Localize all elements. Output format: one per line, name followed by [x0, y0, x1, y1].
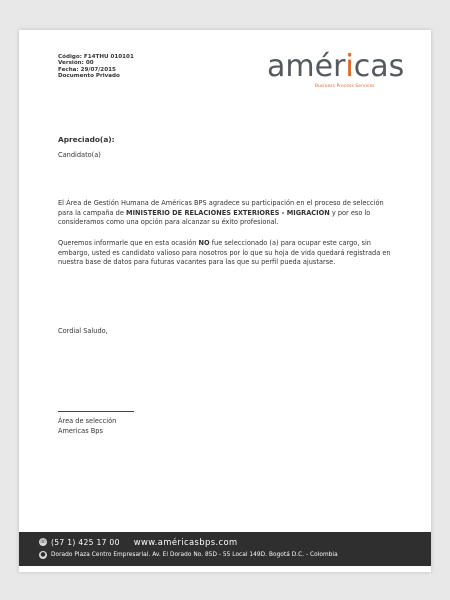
document-version: Versión: 00: [58, 60, 94, 67]
document-code: Código: F14THU 010101: [58, 54, 134, 60]
logo-wordmark: américas: [267, 49, 405, 84]
closing: Cordial Saludo,: [58, 327, 108, 335]
phone-icon: ☏: [39, 538, 47, 545]
salutation: Apreciado(a):: [58, 135, 115, 144]
footer-address: Dorado Plaza Centro Empresarial. Av. El Dorado No. 85D - 55 Local 149D. Bogotá D.C. - Colombia: [51, 552, 338, 558]
document-privacy: Documento Privado: [58, 73, 120, 80]
logo-tagline: Business Process Services: [315, 83, 375, 88]
footer-phone: (57 1) 425 17 00: [51, 537, 120, 547]
location-pin-icon: ●: [40, 551, 46, 558]
footer-website[interactable]: www.américasbps.com: [133, 537, 238, 547]
paragraph-result: Queremos informarle que en esta ocasión NO fue seleccionado (a) para ocupar este cargo, sin embargo, usted es candidato valioso para nosotros por lo que su hoja de vida quedará registrada en nuestra base de datos para futuras vacantes para las que su perfil pueda ajustarse.: [58, 239, 391, 267]
not-selected-emphasis: NO: [198, 239, 210, 247]
signature-company: Americas Bps: [58, 427, 103, 435]
recipient: Candidato(a): [58, 151, 101, 159]
paragraph-participation: El Área de Gestión Humana de Américas BPS agradece su participación en el proceso de selección para la campaña de MINISTERIO DE RELACIONES EXTERIORES - MIGRACION y por eso lo consideramos como una opción para alcanzar su éxito profesional.: [58, 199, 384, 227]
signature-line: [58, 411, 134, 412]
americas-logo: [267, 50, 417, 95]
footer-contact-row: [39, 537, 238, 547]
letter-page: [19, 30, 431, 572]
footer-address-row: [39, 551, 338, 559]
footer-bar: [19, 532, 431, 566]
signature-department: Área de selección: [58, 417, 117, 425]
document-metadata: [58, 54, 134, 80]
document-date: Fecha: 29/07/2015: [58, 66, 116, 73]
campaign-name: MINISTERIO DE RELACIONES EXTERIORES - MIGRACION: [126, 208, 330, 217]
